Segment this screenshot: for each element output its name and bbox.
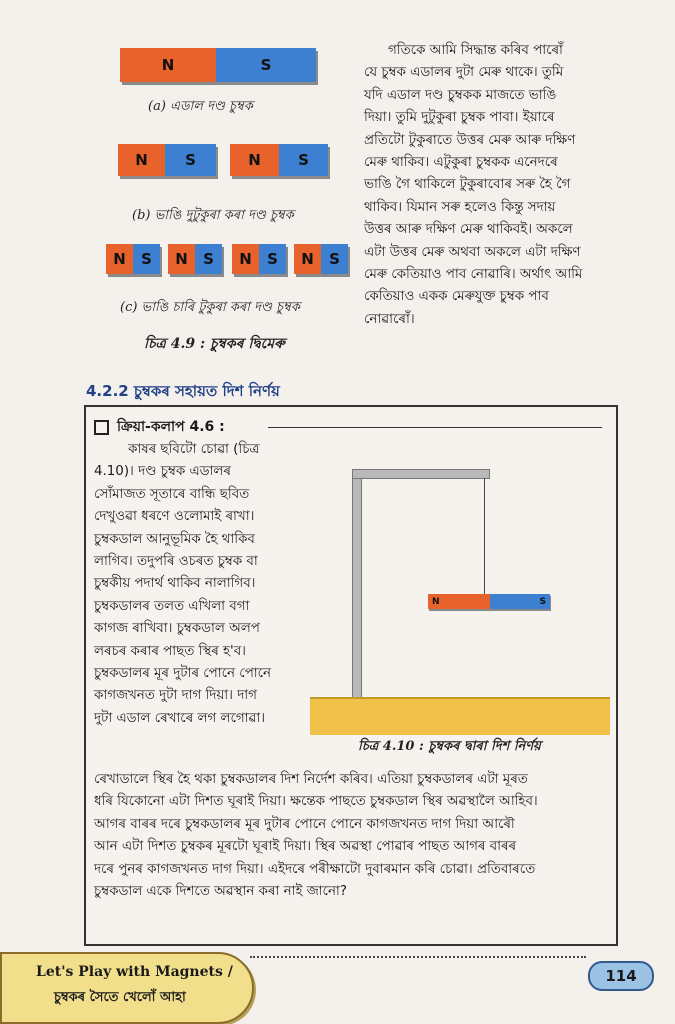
hanging-magnet [428,594,550,609]
text-line: ভাঙি গৈ থাকিলে টুকুৰাবোৰ সৰু হৈ গৈ [364,177,571,193]
north-pole-label: N [118,144,165,176]
magnet-half-2 [230,144,328,176]
text-line: গতিকে আমি সিদ্ধান্ত কৰিব পাৰোঁ [388,43,563,58]
text-line: কাষৰ ছবিটো চোৱা (চিত্ৰ [128,442,260,457]
checkbox-icon [94,420,109,435]
activity-box [84,405,618,946]
magnet-half-1 [118,144,216,176]
north-pole-label: N [106,244,133,274]
footer-chapter-tab [0,952,254,1024]
figure-4-10-caption: চিত্ৰ 4.10 : চুম্বকৰ দ্বাৰা দিশ নিৰ্ণয় [358,739,541,754]
text-line: উত্তৰ আৰু দক্ষিণ মেৰু থাকিবই। অকলে [364,222,573,238]
text-line: দিয়া। তুমি দুটুকুৰা চুম্বক পাবা। ইয়াৰে [364,110,555,126]
south-pole-label: S [133,244,160,274]
activity-bottom-text [94,769,606,903]
text-line: সোঁমাজত সূতাৰে বান্ধি ছবিত [94,486,250,502]
south-pole-label: S [195,244,222,274]
stand-arm [352,469,490,479]
magnet-quarter-3 [232,244,286,274]
south-pole-label: S [259,244,286,274]
north-pole-label: N [168,244,195,274]
north-pole-label: N [230,144,279,176]
text-line: চুম্বকডালৰ মূৰ দুটাৰ পোনে পোনে [94,666,272,682]
footer-dotted-rule [250,956,586,958]
text-line: লৰচৰ কৰাৰ পাছত স্থিৰ হ'ব। [94,643,246,659]
footer-title-as: চুম্বকৰ সৈতে খেলোঁ আহা [54,990,186,1005]
text-line: দৰে পুনৰ কাগজখনত দাগ দিয়া। এইদৰে পৰীক্ষাটো দুবাৰমান কৰি চোৱা। প্ৰতিবাৰতে [94,861,536,877]
text-line: আগৰ বাৰৰ দৰে চুম্বকডালৰ মূৰ দুটাৰ পোনে পোনে কাগজখনত দাগ দিয়া আৰৌ [94,816,515,832]
bar-magnet-whole [120,48,316,82]
text-line: চুম্বকডাল আনুভূমিক হৈ থাকিব [94,531,255,547]
text-line: এটা উত্তৰ মেৰু অথবা অকলে এটা দক্ষিণ [364,244,581,260]
magnet-quarter-2 [168,244,222,274]
thread [484,478,485,594]
north-pole-label: N [428,594,490,609]
text-line: থাকিব। যিমান সৰু হলেও কিন্তু সদায় [364,199,556,215]
caption-a: (a) এডাল দণ্ড চুম্বক [148,99,253,114]
text-line: কাগজখনত দুটা দাগ দিয়া। দাগ [94,688,257,704]
text-line: প্ৰতিটো টুকুৰাতে উত্তৰ মেৰু আৰু দক্ষিণ [364,132,576,148]
south-pole-label: S [165,144,216,176]
caption-c: (c) ভাঙি চাৰি টুকুৰা কৰা দণ্ড চুম্বক [120,300,300,315]
text-line: কাগজ ৰাখিবা। চুম্বকডাল অলপ [94,621,260,637]
text-line: 4.10)। দণ্ড চুম্বক এডালৰ [94,464,231,480]
north-pole-label: N [120,48,216,82]
text-line: নোৱাৰোঁ। [364,311,415,327]
text-line: ধৰি যিকোনো এটা দিশত ঘূৰাই দিয়া। ক্ষন্তেক পাছতে চুম্বকডাল স্থিৰ অৱস্থালৈ আহিব। [94,794,538,810]
page-number: 114 [588,961,654,991]
footer-title-en: Let's Play with Magnets / [36,964,233,980]
south-pole-label: S [321,244,348,274]
text-line: ৰেখাডালে স্থিৰ হৈ থকা চুম্বকডালৰ দিশ নিৰ্দেশ কৰিব। এতিয়া চুম্বকডালৰ এটা মূৰত [94,772,528,787]
ground-base [310,697,610,735]
stand-pole [352,469,362,699]
text-line: দেখুওৱা ধৰণে ওলোমাই ৰাখা। [94,509,255,525]
section-heading: 4.2.2 চুম্বকৰ সহায়ত দিশ নিৰ্ণয় [86,382,280,400]
text-line: কেতিয়াও একক মেৰুযুক্ত চুম্বক পাব [364,289,549,305]
text-line: দুটা এডাল ৰেখাৰে লগ লগোৱা। [94,710,265,726]
activity-title: ক্ৰিয়া-কলাপ 4.6 : [117,419,225,435]
south-pole-label: S [216,48,316,82]
text-line: আন এটা দিশত চুম্বকৰ মূৰটো ঘূৰাই দিয়া। স্থিৰ অৱস্থা পোৱাৰ পাছত আগৰ বাৰৰ [94,839,517,855]
text-line: চুম্বকডালৰ তলত এখিলা বগা [94,598,250,614]
text-line: লাগিব। তদুপৰি ওচৰত চুম্বক বা [94,554,258,570]
magnet-quarter-1 [106,244,160,274]
text-line: চুম্বকডাল একে দিশতে অৱস্থান কৰা নাই জানো? [94,884,347,900]
south-pole-label: S [279,144,328,176]
north-pole-label: N [232,244,259,274]
magnet-quarter-4 [294,244,348,274]
north-pole-label: N [294,244,321,274]
right-column-text [364,40,626,331]
text-line: যদি এডাল দণ্ড চুম্বকক মাজতে ভাঙি [364,87,557,103]
south-pole-label: S [490,594,550,609]
activity-left-text [94,439,308,730]
text-line: যে চুম্বক এডালৰ দুটা মেৰু থাকে। তুমি [364,65,564,81]
text-line: মেৰু থাকিব। এটুকুৰা চুম্বকক এনেদৰে [364,155,558,171]
text-line: চুম্বকীয় পদাৰ্থ থাকিব নালাগিব। [94,576,256,592]
title-rule [268,427,602,428]
caption-b: (b) ভাঙি দুটুকুৰা কৰা দণ্ড চুম্বক [132,208,294,223]
text-line: মেৰু কেতিয়াও পাব নোৱাৰি। অৰ্থাৎ আমি [364,267,583,283]
activity-title-row [94,415,225,439]
figure-4-10 [310,461,610,751]
figure-4-9-caption: চিত্ৰ 4.9 : চুম্বকৰ দ্বিমেৰু [144,336,285,352]
